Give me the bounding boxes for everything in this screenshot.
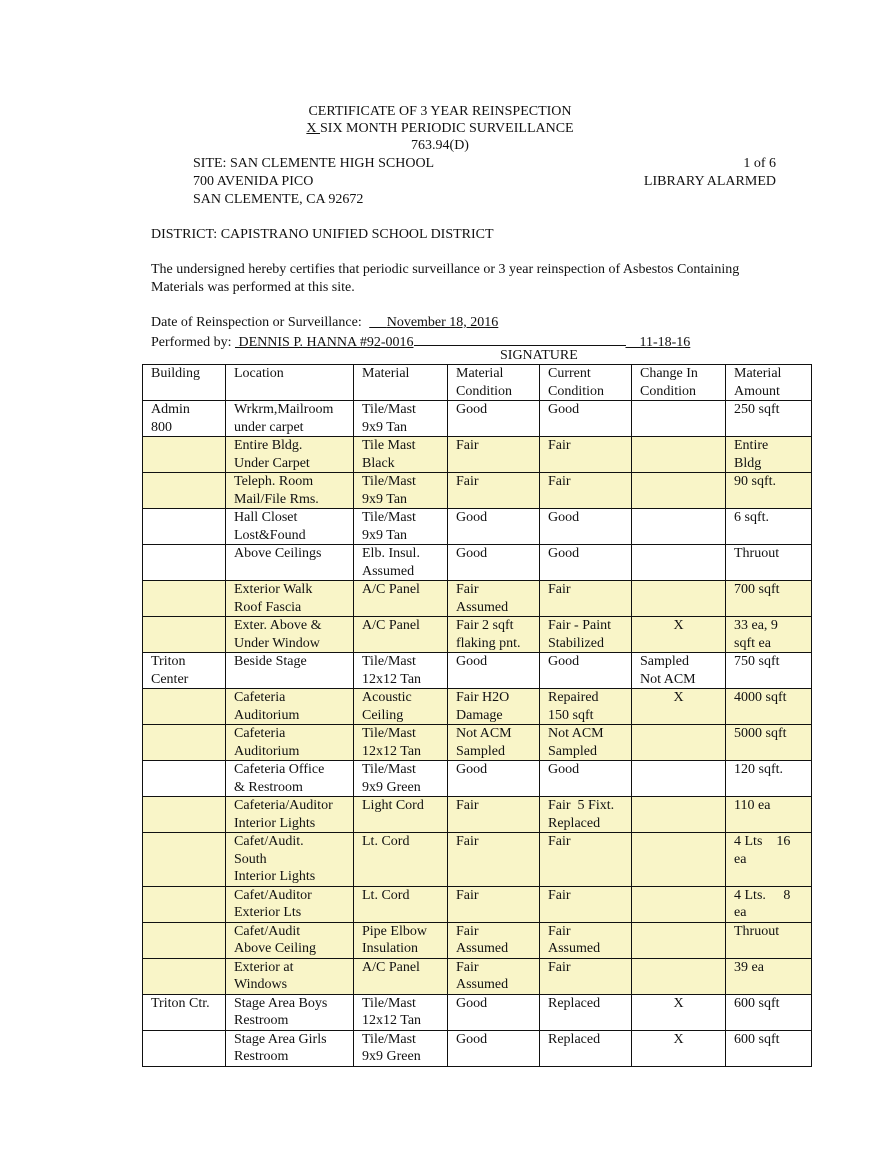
reinspection-date-line bbox=[151, 315, 498, 331]
material-cell: Tile/Mast 12x12 Tan bbox=[354, 725, 448, 761]
current-condition-cell: Repaired 150 sqft bbox=[540, 689, 632, 725]
change-cell bbox=[632, 401, 726, 437]
location-cell: Exterior at Windows bbox=[226, 958, 354, 994]
current-condition-cell: Fair bbox=[540, 473, 632, 509]
reinspection-date-label: Date of Reinspection or Surveillance: bbox=[151, 315, 362, 330]
change-cell bbox=[632, 509, 726, 545]
table-row bbox=[143, 581, 812, 617]
current-condition-cell: Fair bbox=[540, 958, 632, 994]
material-condition-cell: Fair Assumed bbox=[448, 958, 540, 994]
current-condition-cell: Fair Assumed bbox=[540, 922, 632, 958]
current-condition-cell: Good bbox=[540, 509, 632, 545]
table-row bbox=[143, 653, 812, 689]
change-cell bbox=[632, 886, 726, 922]
surveillance-check-mark: X bbox=[306, 121, 320, 136]
amount-cell: 700 sqft bbox=[726, 581, 812, 617]
table-row bbox=[143, 473, 812, 509]
amount-cell: 6 sqft. bbox=[726, 509, 812, 545]
current-condition-cell: Fair bbox=[540, 437, 632, 473]
page-number: 1 of 6 bbox=[743, 156, 776, 171]
inspection-table bbox=[142, 364, 812, 1067]
table-row bbox=[143, 994, 812, 1030]
location-cell: Wrkrm,Mailroom under carpet bbox=[226, 401, 354, 437]
material-cell: Light Cord bbox=[354, 797, 448, 833]
material-cell: Lt. Cord bbox=[354, 833, 448, 887]
inspector-name: DENNIS P. HANNA #92-0016 bbox=[238, 335, 414, 350]
material-condition-cell: Not ACM Sampled bbox=[448, 725, 540, 761]
signed-date: 11-18-16 bbox=[639, 335, 691, 350]
building-cell bbox=[143, 761, 226, 797]
material-cell: A/C Panel bbox=[354, 617, 448, 653]
signature-underline bbox=[414, 332, 626, 346]
amount-cell: 4000 sqft bbox=[726, 689, 812, 725]
table-row bbox=[143, 437, 812, 473]
amount-cell: 120 sqft. bbox=[726, 761, 812, 797]
current-condition-cell: Fair 5 Fixt. Replaced bbox=[540, 797, 632, 833]
building-cell bbox=[143, 545, 226, 581]
building-cell bbox=[143, 617, 226, 653]
performed-by-label: Performed by: bbox=[151, 335, 232, 350]
current-condition-cell: Good bbox=[540, 401, 632, 437]
material-cell: Tile/Mast 9x9 Tan bbox=[354, 473, 448, 509]
location-cell: Cafet/Auditor Exterior Lts bbox=[226, 886, 354, 922]
building-cell bbox=[143, 1030, 226, 1066]
amount-cell: 33 ea, 9 sqft ea bbox=[726, 617, 812, 653]
table-row bbox=[143, 797, 812, 833]
change-cell: Sampled Not ACM bbox=[632, 653, 726, 689]
location-cell: Beside Stage bbox=[226, 653, 354, 689]
amount-cell: Thruout bbox=[726, 922, 812, 958]
location-cell: Cafeteria Office & Restroom bbox=[226, 761, 354, 797]
statement-line1: The undersigned hereby certifies that periodic surveillance or 3 year reinspection of Asbestos Containing bbox=[151, 262, 740, 277]
reinspection-date-value: November 18, 2016 bbox=[386, 315, 499, 330]
amount-cell: 90 sqft. bbox=[726, 473, 812, 509]
building-cell bbox=[143, 437, 226, 473]
material-cell: Tile/Mast 12x12 Tan bbox=[354, 653, 448, 689]
building-cell bbox=[143, 797, 226, 833]
change-cell bbox=[632, 797, 726, 833]
building-cell bbox=[143, 689, 226, 725]
current-condition-cell: Good bbox=[540, 545, 632, 581]
material-cell: Tile/Mast 9x9 Green bbox=[354, 1030, 448, 1066]
material-condition-cell: Good bbox=[448, 545, 540, 581]
certificate-title: CERTIFICATE OF 3 YEAR REINSPECTION bbox=[308, 104, 572, 119]
material-cell: Tile/Mast 9x9 Green bbox=[354, 761, 448, 797]
header-current-condition: Current Condition bbox=[540, 365, 632, 401]
table-row bbox=[143, 833, 812, 887]
current-condition-cell: Not ACM Sampled bbox=[540, 725, 632, 761]
material-cell: A/C Panel bbox=[354, 581, 448, 617]
amount-cell: 110 ea bbox=[726, 797, 812, 833]
location-cell: Exter. Above & Under Window bbox=[226, 617, 354, 653]
header-material-amount: Material Amount bbox=[726, 365, 812, 401]
table-row bbox=[143, 401, 812, 437]
material-cell: Acoustic Ceiling bbox=[354, 689, 448, 725]
location-cell: Cafeteria Auditorium bbox=[226, 689, 354, 725]
change-cell bbox=[632, 437, 726, 473]
change-cell: X bbox=[632, 617, 726, 653]
location-cell: Stage Area Girls Restroom bbox=[226, 1030, 354, 1066]
building-cell bbox=[143, 509, 226, 545]
current-condition-cell: Replaced bbox=[540, 994, 632, 1030]
site-name: SITE: SAN CLEMENTE HIGH SCHOOL bbox=[193, 156, 435, 171]
amount-cell: 600 sqft bbox=[726, 994, 812, 1030]
building-cell bbox=[143, 886, 226, 922]
current-condition-cell: Fair bbox=[540, 833, 632, 887]
location-cell: Above Ceilings bbox=[226, 545, 354, 581]
amount-cell: Entire Bldg bbox=[726, 437, 812, 473]
header-building: Building bbox=[143, 365, 226, 401]
change-cell bbox=[632, 581, 726, 617]
material-condition-cell: Good bbox=[448, 1030, 540, 1066]
location-cell: Teleph. Room Mail/File Rms. bbox=[226, 473, 354, 509]
material-condition-cell: Fair H2O Damage bbox=[448, 689, 540, 725]
material-cell: Pipe Elbow Insulation bbox=[354, 922, 448, 958]
material-cell: Tile/Mast 12x12 Tan bbox=[354, 994, 448, 1030]
performed-by-line bbox=[151, 332, 690, 351]
building-cell bbox=[143, 725, 226, 761]
material-cell: Tile/Mast 9x9 Tan bbox=[354, 401, 448, 437]
amount-cell: 5000 sqft bbox=[726, 725, 812, 761]
current-condition-cell: Replaced bbox=[540, 1030, 632, 1066]
material-cell: Tile/Mast 9x9 Tan bbox=[354, 509, 448, 545]
material-cell: A/C Panel bbox=[354, 958, 448, 994]
district-name: DISTRICT: CAPISTRANO UNIFIED SCHOOL DISTRICT bbox=[151, 227, 494, 242]
regulation-code: 763.94(D) bbox=[411, 138, 469, 153]
material-condition-cell: Fair 2 sqft flaking pnt. bbox=[448, 617, 540, 653]
table-row bbox=[143, 761, 812, 797]
building-cell: Triton Ctr. bbox=[143, 994, 226, 1030]
change-cell bbox=[632, 833, 726, 887]
material-condition-cell: Fair bbox=[448, 473, 540, 509]
table-row bbox=[143, 545, 812, 581]
table-row bbox=[143, 1030, 812, 1066]
location-cell: Cafeteria Auditorium bbox=[226, 725, 354, 761]
amount-cell: 750 sqft bbox=[726, 653, 812, 689]
change-cell bbox=[632, 545, 726, 581]
material-condition-cell: Fair bbox=[448, 797, 540, 833]
amount-cell: 39 ea bbox=[726, 958, 812, 994]
material-condition-cell: Fair Assumed bbox=[448, 922, 540, 958]
current-condition-cell: Good bbox=[540, 761, 632, 797]
material-cell: Elb. Insul. Assumed bbox=[354, 545, 448, 581]
header-change-in-condition: Change In Condition bbox=[632, 365, 726, 401]
material-condition-cell: Good bbox=[448, 509, 540, 545]
location-cell: Exterior Walk Roof Fascia bbox=[226, 581, 354, 617]
library-alarm-note: LIBRARY ALARMED bbox=[643, 174, 776, 189]
header-location: Location bbox=[226, 365, 354, 401]
signature-label: SIGNATURE bbox=[500, 348, 578, 363]
building-cell: Admin 800 bbox=[143, 401, 226, 437]
change-cell bbox=[632, 958, 726, 994]
site-address-line1: 700 AVENIDA PICO bbox=[193, 174, 314, 189]
material-condition-cell: Fair bbox=[448, 886, 540, 922]
site-address-line2: SAN CLEMENTE, CA 92672 bbox=[193, 192, 364, 207]
material-condition-cell: Good bbox=[448, 994, 540, 1030]
statement-line2: Materials was performed at this site. bbox=[151, 280, 355, 295]
current-condition-cell: Fair bbox=[540, 886, 632, 922]
material-condition-cell: Good bbox=[448, 401, 540, 437]
amount-cell: 4 Lts 16 ea bbox=[726, 833, 812, 887]
building-cell bbox=[143, 473, 226, 509]
table-row bbox=[143, 958, 812, 994]
material-cell: Tile Mast Black bbox=[354, 437, 448, 473]
table-row bbox=[143, 886, 812, 922]
surveillance-label: SIX MONTH PERIODIC SURVEILLANCE bbox=[320, 121, 574, 136]
material-cell: Lt. Cord bbox=[354, 886, 448, 922]
building-cell bbox=[143, 922, 226, 958]
building-cell bbox=[143, 958, 226, 994]
location-cell: Cafet/Audit Above Ceiling bbox=[226, 922, 354, 958]
building-cell bbox=[143, 581, 226, 617]
table-header-row bbox=[143, 365, 812, 401]
amount-cell: Thruout bbox=[726, 545, 812, 581]
material-condition-cell: Good bbox=[448, 761, 540, 797]
location-cell: Hall Closet Lost&Found bbox=[226, 509, 354, 545]
header-material: Material bbox=[354, 365, 448, 401]
current-condition-cell: Good bbox=[540, 653, 632, 689]
header-material-condition: Material Condition bbox=[448, 365, 540, 401]
current-condition-cell: Fair - Paint Stabilized bbox=[540, 617, 632, 653]
change-cell bbox=[632, 473, 726, 509]
change-cell bbox=[632, 922, 726, 958]
change-cell: X bbox=[632, 994, 726, 1030]
building-cell: Triton Center bbox=[143, 653, 226, 689]
building-cell bbox=[143, 833, 226, 887]
change-cell bbox=[632, 725, 726, 761]
amount-cell: 4 Lts. 8 ea bbox=[726, 886, 812, 922]
material-condition-cell: Fair bbox=[448, 437, 540, 473]
amount-cell: 600 sqft bbox=[726, 1030, 812, 1066]
table-row bbox=[143, 509, 812, 545]
change-cell: X bbox=[632, 1030, 726, 1066]
material-condition-cell: Good bbox=[448, 653, 540, 689]
change-cell bbox=[632, 761, 726, 797]
table-body bbox=[143, 401, 812, 1067]
amount-cell: 250 sqft bbox=[726, 401, 812, 437]
location-cell: Cafet/Audit. South Interior Lights bbox=[226, 833, 354, 887]
location-cell: Cafeteria/Auditor Interior Lights bbox=[226, 797, 354, 833]
surveillance-line bbox=[0, 121, 880, 137]
table-row bbox=[143, 617, 812, 653]
location-cell: Entire Bldg. Under Carpet bbox=[226, 437, 354, 473]
material-condition-cell: Fair bbox=[448, 833, 540, 887]
material-condition-cell: Fair Assumed bbox=[448, 581, 540, 617]
location-cell: Stage Area Boys Restroom bbox=[226, 994, 354, 1030]
table-row bbox=[143, 725, 812, 761]
current-condition-cell: Fair bbox=[540, 581, 632, 617]
change-cell: X bbox=[632, 689, 726, 725]
table-row bbox=[143, 689, 812, 725]
table-row bbox=[143, 922, 812, 958]
